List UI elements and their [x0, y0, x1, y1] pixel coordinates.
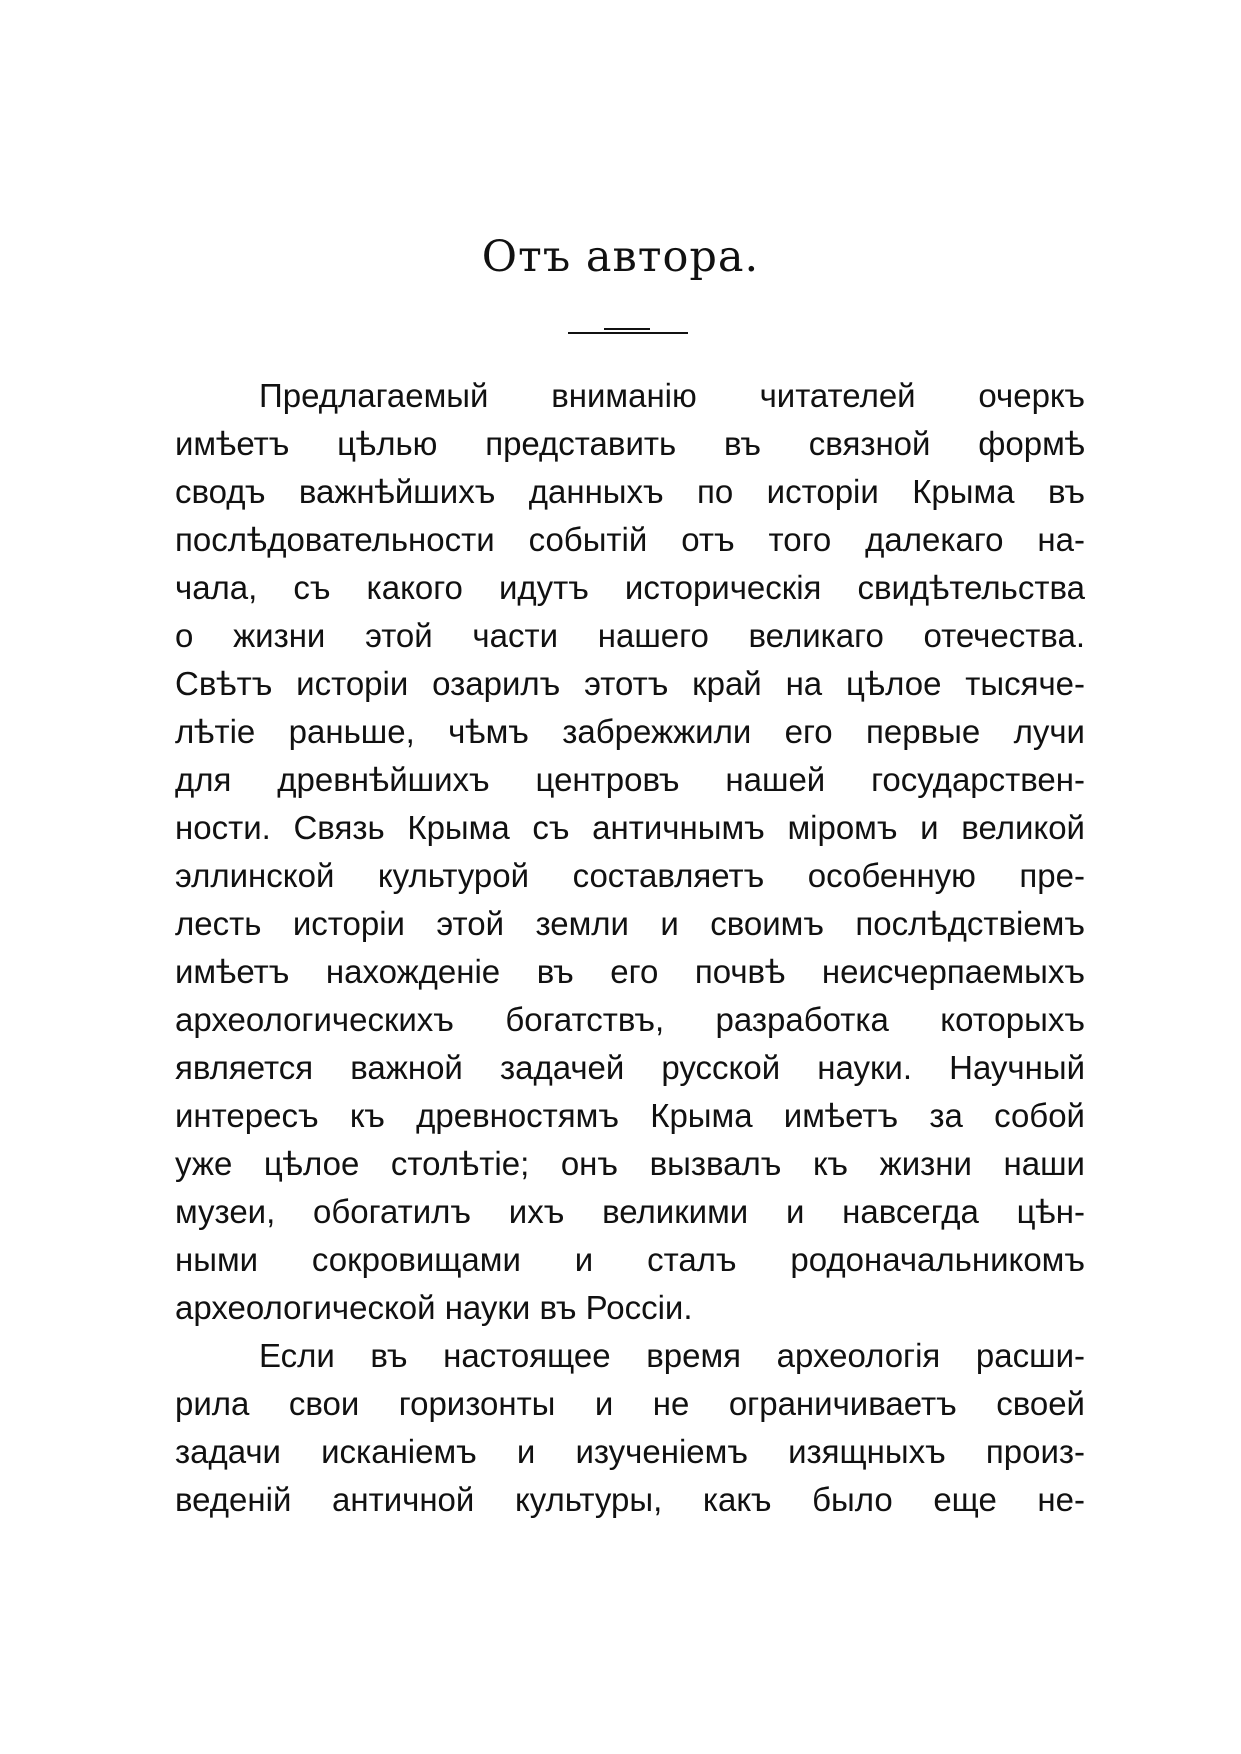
decorative-rule — [568, 332, 688, 334]
text-line: Свѣтъ исторіи озарилъ этотъ край на цѣлое тысяче- — [175, 665, 1085, 702]
text-line: ности. Связь Крыма съ античнымъ міромъ и великой — [175, 809, 1085, 846]
text-line: эллинской культурой составляетъ особенную пре- — [175, 857, 1085, 894]
text-line: для древнѣйшихъ центровъ нашей государствен- — [175, 761, 1085, 798]
text-line: имѣетъ нахожденіе въ его почвѣ неисчерпаемыхъ — [175, 953, 1085, 990]
page-heading: Отъ автора. — [481, 232, 760, 282]
text-line: интересъ къ древностямъ Крыма имѣетъ за собой — [175, 1097, 1085, 1134]
text-line: рила свои горизонты и не ограничиваетъ своей — [175, 1385, 1085, 1422]
text-line: чала, съ какого идутъ историческія свидѣтельства — [175, 569, 1085, 606]
text-line: задачи исканіемъ и изученіемъ изящныхъ произ- — [175, 1433, 1085, 1470]
text-line: Предлагаемый вниманію читателей очеркъ — [259, 377, 1085, 414]
text-line: веденій античной культуры, какъ было еще не- — [175, 1481, 1085, 1518]
text-line: о жизни этой части нашего великаго отечества. — [175, 617, 1085, 654]
text-line: лесть исторіи этой земли и своимъ послѣдствіемъ — [175, 905, 1085, 942]
text-line: послѣдовательности событій отъ того далекаго на- — [175, 521, 1085, 558]
text-line: археологическихъ богатствъ, разработка которыхъ — [175, 1001, 1085, 1038]
text-line: музеи, обогатилъ ихъ великими и навсегда цѣн- — [175, 1193, 1085, 1230]
decorative-rule-accent — [604, 328, 650, 330]
text-line: археологической науки въ Россіи. — [175, 1289, 693, 1326]
text-line: имѣетъ цѣлью представить въ связной формѣ — [175, 425, 1085, 462]
text-line: сводъ важнѣйшихъ данныхъ по исторіи Крыма въ — [175, 473, 1085, 510]
text-line: Если въ настоящее время археологія расши- — [259, 1337, 1085, 1374]
body-text — [175, 372, 1085, 1524]
text-line: ными сокровищами и сталъ родоначальникомъ — [175, 1241, 1085, 1278]
text-line: является важной задачей русской науки. Научный — [175, 1049, 1085, 1086]
text-line: лѣтіе раньше, чѣмъ забрежжили его первые лучи — [175, 713, 1085, 750]
text-line: уже цѣлое столѣтіе; онъ вызвалъ къ жизни наши — [175, 1145, 1085, 1182]
